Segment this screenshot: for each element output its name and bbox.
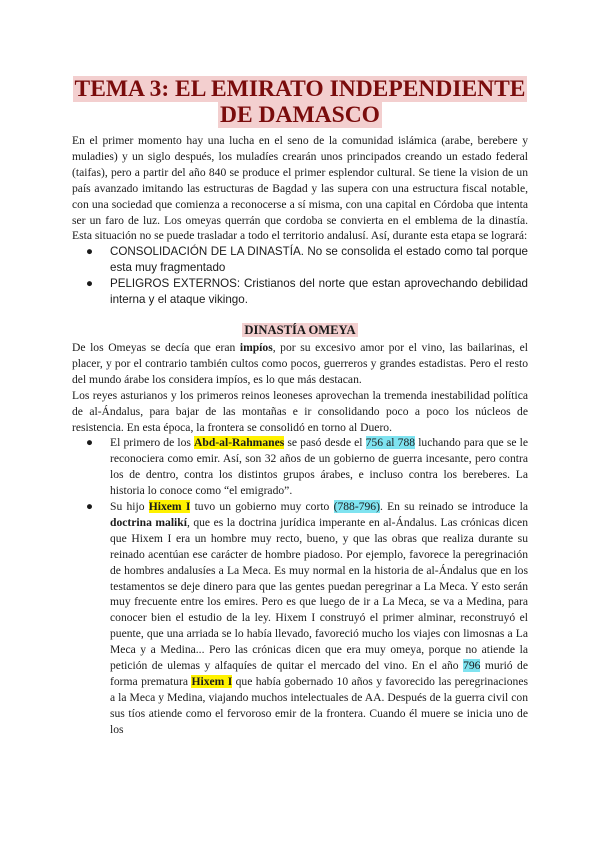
text-run: Su hijo <box>110 500 149 514</box>
text-run: tuvo un gobierno muy corto <box>190 500 334 514</box>
text-run: El primero de los <box>110 436 195 450</box>
highlight-years: 756 al 788 <box>365 436 416 450</box>
text-run: , por su excesivo amor por el vino, las bailarinas, el placer, y por el contrario también cultos como pocos, guerreros y grandes estadistas. Pero el resto del mundo árabe los considera impíos, es lo que más destacan. <box>72 340 528 386</box>
list-item-text: PELIGROS EXTERNOS: Cristianos del norte que estan aprovechando debilidad interna y el ataque vikingo. <box>110 277 528 307</box>
section-heading <box>72 322 528 338</box>
bullet-icon: ● <box>86 436 94 450</box>
intro-paragraph: En el primer momento hay una lucha en el seno de la comunidad islámica (arabe, berebere y muladies) y un siglo después, los muladíes crearán unos principados creando un estado federal (taifas), pero a partir del año 840 se produce el primer esplendor cultural. Se tiene la vision de un país avanzado imitando las estructuras de Bagdad y las supera con una estructura fiscal notable, con una sociedad que comienza a reconocerse a sí misma, con una capital en Córdoba que intenta ser un faro de luz. Los omeyas querrán que cordoba se convierta en el emblema de la dinastía. Esta situación no se puede trasladar a todo el territorio andalusí. Así, durante esta etapa se logrará: <box>72 134 528 243</box>
page-title <box>72 76 528 128</box>
title-line-1: TEMA 3: EL EMIRATO INDEPENDIENTE <box>74 76 526 102</box>
list-item <box>72 435 528 499</box>
highlight-years: (788-796) <box>333 500 380 514</box>
text-run: De los Omeyas se decía que eran <box>72 340 240 354</box>
highlight-years: 796 <box>463 659 481 673</box>
highlight-name: Hixem I <box>191 675 233 688</box>
list-item <box>72 276 528 308</box>
bold-term: doctrina malikí <box>110 515 187 529</box>
bullet-icon: ● <box>86 245 94 259</box>
highlight-name: Hixem I <box>148 500 191 514</box>
highlight-name: Abd-al-Rahmanes <box>194 436 285 450</box>
list-item-text: CONSOLIDACIÓN DE LA DINASTÍA. No se consolida el estado como tal porque esta muy fragmentado <box>110 245 528 275</box>
section-heading-text: DINASTÍA OMEYA <box>244 322 356 337</box>
goals-list <box>72 244 528 308</box>
reyes-paragraph: Los reyes asturianos y los primeros reinos leoneses aprovechan la tremenda inestabilidad política de al-Ándalus, para bajar de las montañas e ir consolidando poco a poco los núcleos de resistencia. En esta época, la frontera se consolidó en torno al Duero. <box>72 388 528 434</box>
bold-term: impíos <box>239 340 273 354</box>
text-run: que había gobernado 10 años y favorecido las peregrinaciones a la Meca y Medina, viajando muchos intelectuales de AA. Después de la guerra civil con sus tíos atiende como el fervoroso emir de la frontera. Cuando él muere se inicia uno de los <box>110 675 528 736</box>
list-item <box>72 244 528 276</box>
title-line-2: DE DAMASCO <box>220 102 380 128</box>
bullet-icon: ● <box>86 500 94 514</box>
text-run: . En su reinado se introduce la <box>379 500 529 514</box>
text-run: , que es la doctrina jurídica imperante en al-Ándalus. Las crónicas dicen que Hixem I era un hombre muy recto, bueno, y que las obras que realiza durante su reinado acentúan ese carácter de hombre piadoso. Por ejemplo, favorece la peregrinación de hombres andalusíes a La Meca. Es muy normal en la historia de al-Ándalus que en los testamentos se deje dinero para que las gentes puedan peregrinar a La Meca. Y esto serán muy frecuente entre los emires. Pero es que luego de ir a La Meca, se va a Medina, para conocer bien el estudio de la ley. Hixem I construyó el primer alminar, reconstruyó el puente, que una arriada se lo había llevado, favoreció mucho los viajes con limosnas a La Meca y a Medina... Pero las crónicas dicen que era muy omeya, porque no atiende la petición de ulemas y alfaquíes de quitar el mercado del vino. En el año <box>110 515 529 673</box>
text-run: se pasó desde el <box>284 436 366 450</box>
list-item <box>72 499 528 738</box>
text-run: murió de forma prematura <box>110 659 528 688</box>
bullet-icon: ● <box>86 277 94 291</box>
text-run: luchando para que se le reconociera como emir. Así, son 32 años de un gobierno de guerra incesante, pero contra los de dentro, contra los distintos grupos árabes, e incluso contra los bereberes. La historia lo conoce como “el emigrado”. <box>110 436 528 498</box>
emirs-list <box>72 435 528 737</box>
omeyas-paragraph <box>72 340 528 388</box>
